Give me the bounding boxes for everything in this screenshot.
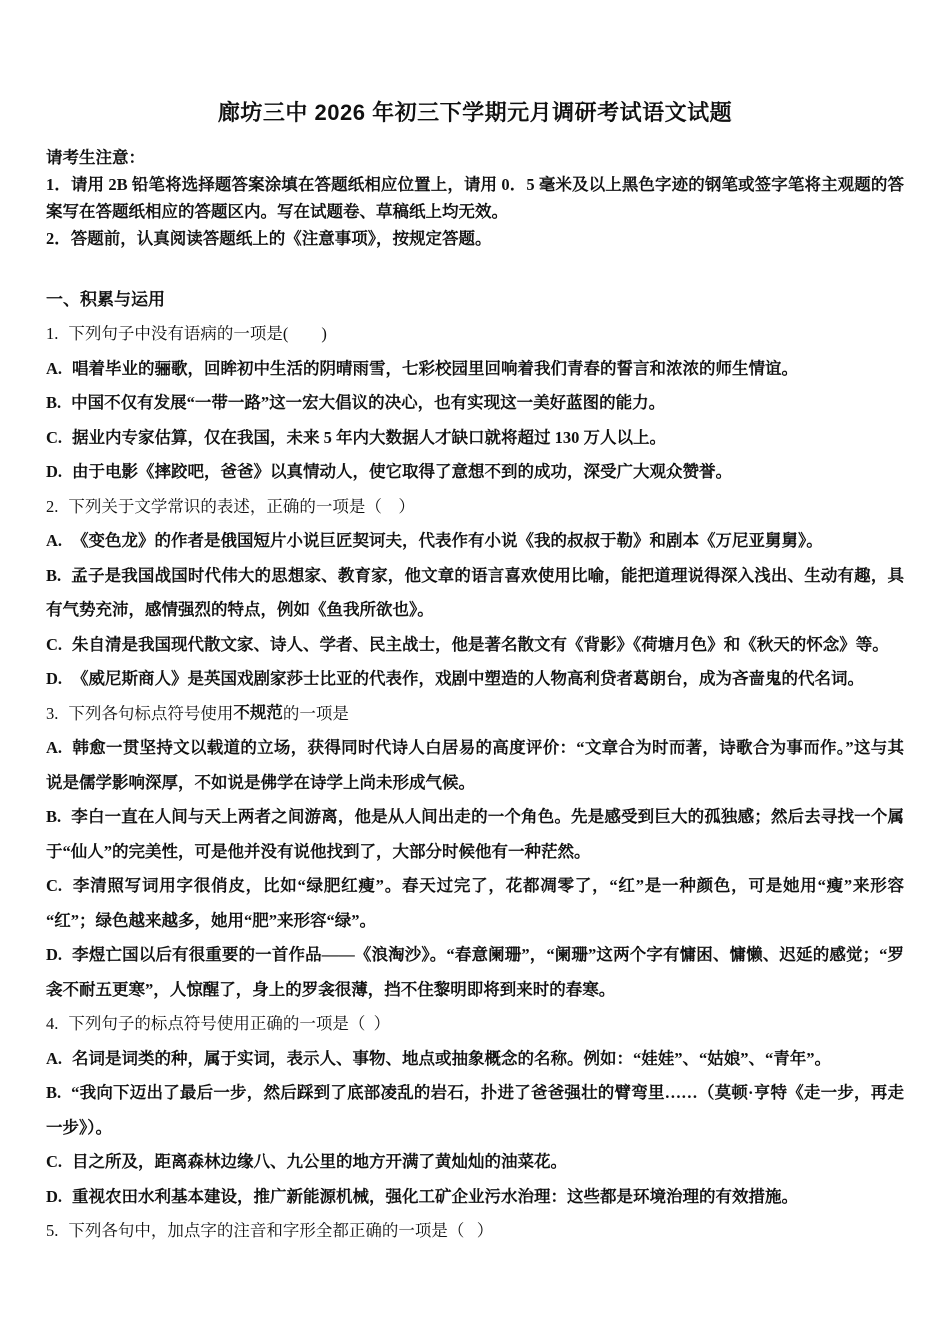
option-text: 由于电影《摔跤吧，爸爸》以真情动人，使它取得了意想不到的成功，深受广大观众赞誉。 xyxy=(72,462,733,481)
candidate-notice xyxy=(46,144,904,252)
question-1-number: 1. xyxy=(46,324,59,343)
option-text: 李煜亡国以后有很重要的一首作品——《浪淘沙》。“春意阑珊”，“阑珊”这两个字有慵困、慵懒、迟延的感觉；“罗衾不耐五更寒”，人惊醒了，身上的罗衾很薄，挡不住黎明即将到来时的春寒。 xyxy=(46,945,905,999)
option-text: 李清照写词用字很俏皮，比如“绿肥红瘦”。春天过完了，花都凋零了，“红”是一种颜色，可是她用“瘦”来形容“红”；绿色越来越多，她用“肥”来形容“绿”。 xyxy=(46,876,904,930)
option-label: A. xyxy=(46,531,63,550)
option-text: 李白一直在人间与天上两者之间游离，他是从人间出走的一个角色。先是感受到巨大的孤独感；然后去寻找一个属于“仙人”的完美性，可是他并没有说他找到了，大部分时候他有一种茫然。 xyxy=(46,807,904,861)
question-2-number: 2. xyxy=(46,496,59,516)
question-2-option-d xyxy=(46,662,904,697)
option-label: A. xyxy=(46,358,63,378)
question-3-text-post: 的一项是 xyxy=(282,703,349,723)
option-label: B. xyxy=(46,1083,62,1102)
option-text: 中国不仅有发展“一带一路”这一宏大倡议的决心，也有实现这一美好蓝图的能力。 xyxy=(71,393,666,412)
option-label: A. xyxy=(46,1048,63,1068)
question-5-number: 5. xyxy=(46,1221,59,1240)
question-4-option-c xyxy=(46,1145,904,1180)
option-text: 孟子是我国战国时代伟大的思想家、教育家，他文章的语言喜欢使用比喻，能把道理说得深入浅出、生动有趣，具有气势充沛，感情强烈的特点，例如《鱼我所欲也》。 xyxy=(46,565,904,619)
notice-heading: 请考生注意： xyxy=(46,148,145,167)
option-label: D. xyxy=(46,462,63,481)
option-label: C. xyxy=(46,876,63,895)
question-4-option-a xyxy=(46,1042,904,1077)
option-text: 《威尼斯商人》是英国戏剧家莎士比亚的代表作，戏剧中塑造的人物高利贷者葛朗台，成为吝啬鬼的代名词。 xyxy=(72,669,865,688)
question-2-stem xyxy=(46,490,904,525)
question-3-option-d xyxy=(46,938,904,1007)
option-text: 名词是词类的种，属于实词，表示人、事物、地点或抽象概念的名称。例如：“娃娃”、“姑娘”、“青年”。 xyxy=(72,1048,832,1068)
option-label: D. xyxy=(46,669,63,688)
section-heading: 一、积累与运用 xyxy=(46,290,165,309)
question-4-stem xyxy=(46,1007,904,1042)
question-3-stem xyxy=(46,697,904,732)
question-2-text: 下列关于文学常识的表述，正确的一项是（ ） xyxy=(68,496,415,516)
question-1-stem xyxy=(46,317,904,352)
question-4-option-b xyxy=(46,1076,904,1145)
question-2-option-c xyxy=(46,628,904,663)
option-label: D. xyxy=(46,1186,63,1206)
question-2-option-a xyxy=(46,524,904,559)
notice-item-1: 1．请用 2B 铅笔将选择题答案涂填在答题纸相应位置上，请用 0．5 毫米及以上黑色字迹的钢笔或签字笔将主观题的答案写在答题纸相应的答题区内。写在试题卷、草稿纸上均无效。 xyxy=(46,175,904,221)
question-1-option-b xyxy=(46,386,904,421)
question-5-text: 下列各句中，加点字的注音和字形全都正确的一项是（ ） xyxy=(68,1221,494,1240)
question-1-option-d xyxy=(46,455,904,490)
option-text: 目之所及，距离森林边缘八、九公里的地方开满了黄灿灿的油菜花。 xyxy=(72,1152,568,1171)
questions-block xyxy=(46,317,904,1249)
option-text: 据业内专家估算，仅在我国，未来 5 年内大数据人才缺口就将超过 130 万人以上。 xyxy=(72,427,667,447)
option-label: A. xyxy=(46,738,63,757)
question-4-option-d xyxy=(46,1180,904,1215)
option-text: 唱着毕业的骊歌，回眸初中生活的阴晴雨雪，七彩校园里回响着我们青春的誓言和浓浓的师生情谊。 xyxy=(72,358,799,378)
notice-item-2: 2．答题前，认真阅读答题纸上的《注意事项》，按规定答题。 xyxy=(46,229,492,248)
question-1-option-c xyxy=(46,421,904,456)
option-label: C. xyxy=(46,427,63,447)
question-3-text-pre: 下列各句标点符号使用 xyxy=(68,703,234,723)
option-text: 朱自清是我国现代散文家、诗人、学者、民主战士，他是著名散文有《背影》《荷塘月色》和《秋天的怀念》等。 xyxy=(72,634,889,654)
question-3-text-emphasis: 不规范 xyxy=(233,703,283,722)
option-label: B. xyxy=(46,565,62,585)
question-2-option-b xyxy=(46,559,904,628)
option-text: “我向下迈出了最后一步，然后踩到了底部凌乱的岩石，扑进了爸爸强壮的臂弯里……（莫顿·亨特《走一步，再走一步》）。 xyxy=(46,1083,904,1137)
question-1-option-a xyxy=(46,352,904,387)
option-label: C. xyxy=(46,1152,63,1171)
option-label: B. xyxy=(46,393,62,412)
question-1-text: 下列句子中没有语病的一项是( ) xyxy=(68,324,327,343)
question-4-text: 下列句子的标点符号使用正确的一项是（ ） xyxy=(68,1014,391,1033)
question-4-number: 4. xyxy=(46,1014,59,1033)
question-3-number: 3. xyxy=(46,703,59,723)
question-3-option-b xyxy=(46,800,904,869)
question-5-stem xyxy=(46,1214,904,1249)
option-text: 重视农田水利基本建设，推广新能源机械，强化工矿企业污水治理：这些都是环境治理的有效措施。 xyxy=(72,1186,799,1206)
page-title: 廊坊三中 2026 年初三下学期元月调研考试语文试题 xyxy=(217,100,733,125)
option-label: D. xyxy=(46,945,63,964)
question-3-option-c xyxy=(46,869,904,938)
option-text: 韩愈一贯坚持文以载道的立场，获得同时代诗人白居易的高度评价：“文章合为时而著，诗歌合为事而作。”这与其说是儒学影响深厚，不如说是佛学在诗学上尚未形成气候。 xyxy=(46,738,904,792)
option-label: B. xyxy=(46,807,62,826)
option-label: C. xyxy=(46,634,63,654)
question-3-option-a xyxy=(46,731,904,800)
option-text: 《变色龙》的作者是俄国短片小说巨匠契诃夫，代表作有小说《我的叔叔于勒》和剧本《万尼亚舅舅》。 xyxy=(72,531,823,550)
